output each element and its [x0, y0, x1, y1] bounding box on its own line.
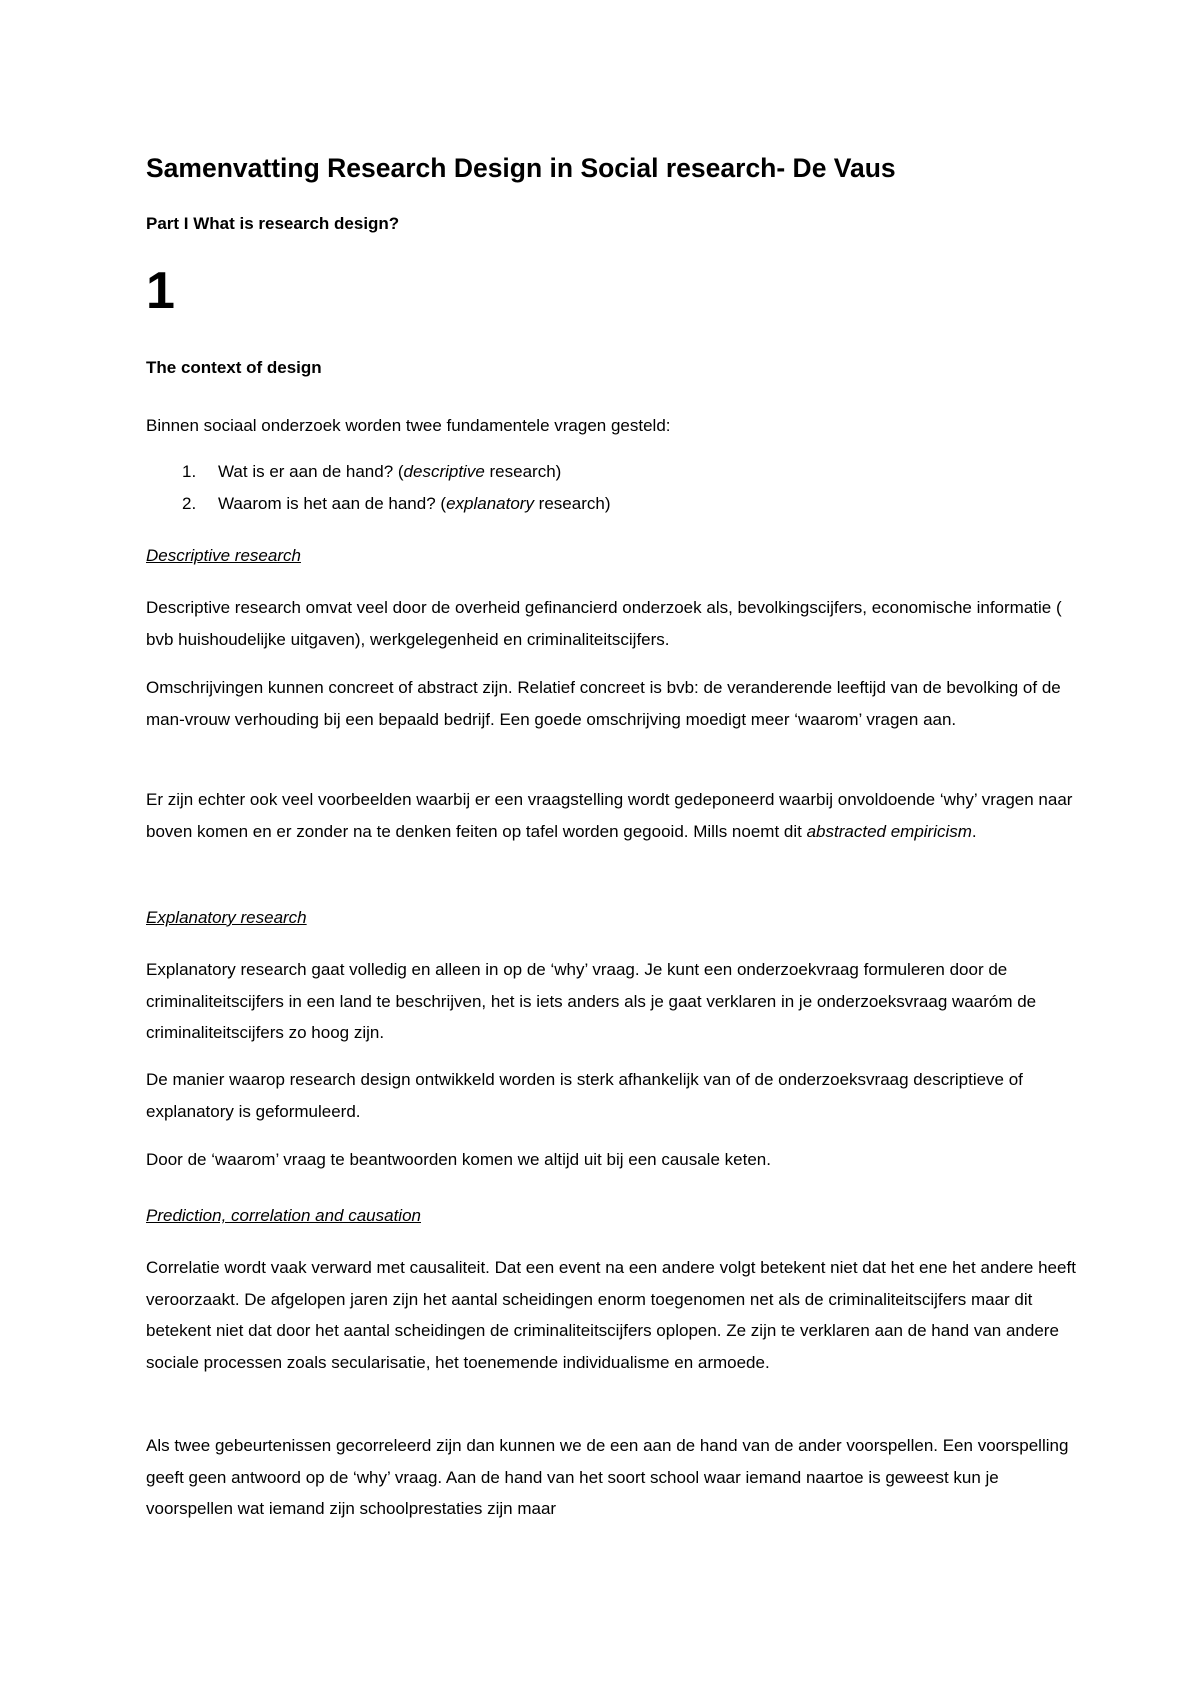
list-text: Wat is er aan de hand? (	[218, 462, 404, 481]
paragraph: Correlatie wordt vaak verward met causaliteit. Dat een event na een andere volgt betekent niet dat het ene het andere heeft veroorzaakt. De afgelopen jaren zijn het aantal scheidingen enorm toegenomen net als de criminaliteitscijfers maar dit betekent niet dat door het aantal scheidingen de criminaliteitscijfers oplopen. Ze zijn te verklaren aan de hand van andere sociale processen zoals secularisatie, het toenemende individualisme en armoede.	[146, 1258, 1076, 1372]
paragraph-emphasis: abstracted empiricism	[806, 821, 972, 841]
document-page	[146, 146, 1076, 1518]
intro-paragraph: Binnen sociaal onderzoek worden twee fundamentele vragen gesteld:	[146, 416, 671, 435]
part-heading: Part I What is research design?	[146, 214, 400, 233]
paragraph	[146, 784, 1076, 847]
paragraph-text: Er zijn echter ook veel voorbeelden waarbij er een vraagstelling wordt gedeponeerd waarbij onvoldoende ‘why’ vragen naar boven komen en er zonder na te denken feiten op tafel worden gegooid. Mills noemt dit	[146, 790, 1073, 841]
list-item	[146, 456, 1076, 488]
question-list	[146, 456, 1076, 519]
list-number: 2.	[182, 493, 197, 513]
chapter-title: The context of design	[146, 358, 322, 377]
paragraph-tail: .	[971, 821, 977, 841]
section-heading-descriptive: Descriptive research	[146, 546, 301, 565]
list-text: Waarom is het aan de hand? (	[218, 493, 447, 513]
document-title: Samenvatting Research Design in Social research- De Vaus	[146, 153, 896, 183]
paragraph: Descriptive research omvat veel door de overheid gefinancierd onderzoek als, bevolkingscijfers, economische informatie ( bvb huishoudelijke uitgaven), werkgelegenheid en criminaliteitscijfers.	[146, 598, 1062, 649]
list-emphasis: descriptive	[403, 462, 485, 481]
chapter-number: 1	[146, 262, 175, 320]
paragraph: Als twee gebeurtenissen gecorreleerd zijn dan kunnen we de een aan de hand van de ander voorspellen. Een voorspelling geeft geen antwoord op de ‘why’ vraag. Aan de hand van het soort school waar iemand naartoe is geweest kun je voorspellen wat iemand zijn schoolprestaties zijn maar	[146, 1436, 1069, 1518]
paragraph: Explanatory research gaat volledig en alleen in op de ‘why’ vraag. Je kunt een onderzoekvraag formuleren door de criminaliteitscijfers in een land te beschrijven, het is iets anders als je gaat verklaren in je onderzoeksvraag waaróm de criminaliteitscijfers zo hoog zijn.	[146, 960, 1037, 1042]
list-emphasis: explanatory	[446, 493, 534, 513]
section-heading-explanatory: Explanatory research	[146, 908, 307, 927]
paragraph: Omschrijvingen kunnen concreet of abstract zijn. Relatief concreet is bvb: de veranderende leeftijd van de bevolking of de man-vrouw verhouding bij een bepaald bedrijf. Een goede omschrijving moedigt meer ‘waarom’ vragen aan.	[146, 678, 1061, 729]
paragraph: De manier waarop research design ontwikkeld worden is sterk afhankelijk van of de onderzoeksvraag descriptieve of explanatory is geformuleerd.	[146, 1070, 1023, 1121]
section-heading-prediction: Prediction, correlation and causation	[146, 1206, 421, 1225]
paragraph: Door de ‘waarom’ vraag te beantwoorden komen we altijd uit bij een causale keten.	[146, 1150, 771, 1169]
list-number: 1.	[182, 462, 197, 481]
list-text-end: research)	[484, 462, 562, 481]
list-text-end: research)	[533, 493, 611, 513]
list-item	[146, 488, 1076, 520]
